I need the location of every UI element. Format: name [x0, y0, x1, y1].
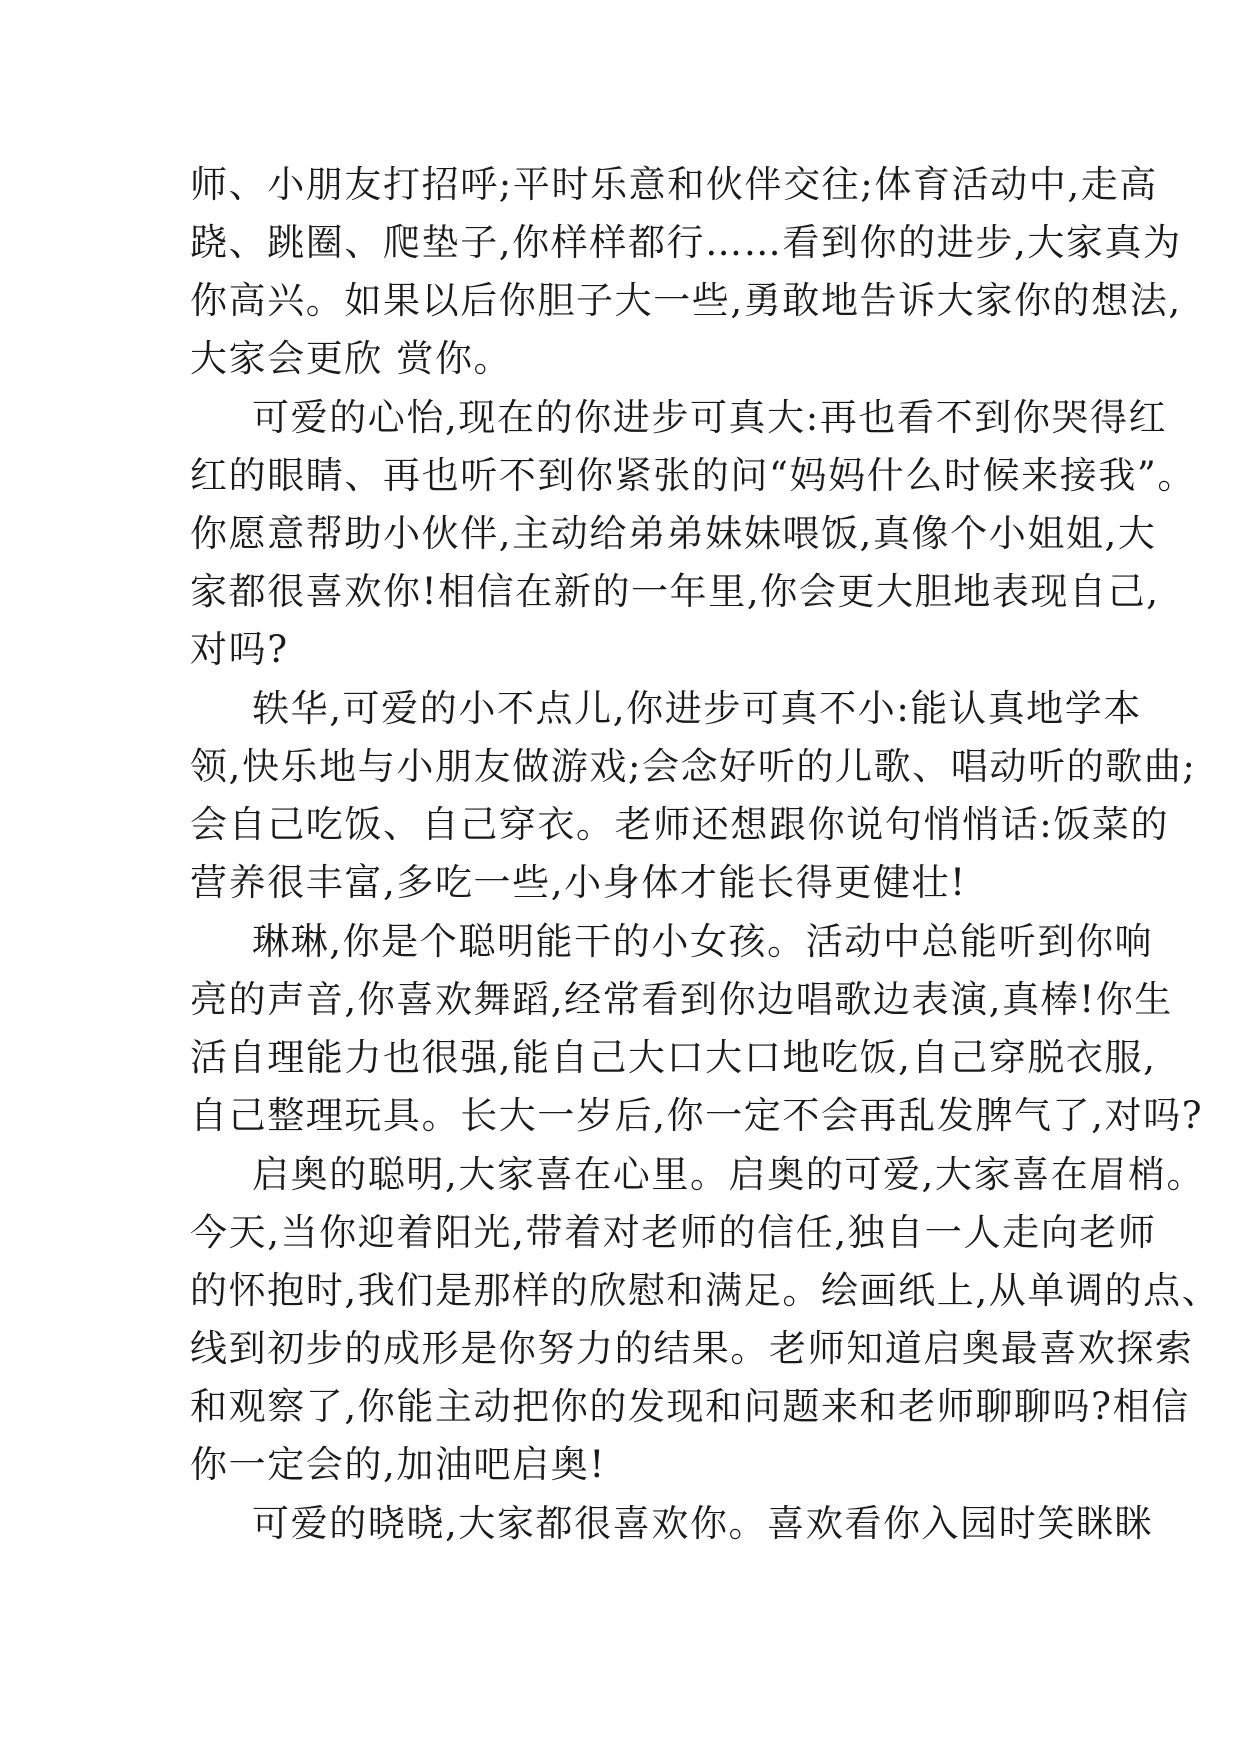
- text-line: 营养很丰富,多吃一些,小身体才能长得更健壮!: [190, 861, 967, 904]
- text-line: 亮的声音,你喜欢舞蹈,经常看到你边唱歌边表演,真棒!你生: [190, 978, 1173, 1021]
- text-line: 领,快乐地与小朋友做游戏;会念好听的儿歌、唱动听的歌曲;: [190, 745, 1197, 788]
- paragraph-start-line: 启奥的聪明,大家喜在心里。启奥的可爱,大家喜在眉梢。: [252, 1153, 1206, 1196]
- text-line: 活自理能力也很强,能自己大口大口地吃饭,自己穿脱衣服,: [190, 1036, 1157, 1079]
- text-line: 和观察了,你能主动把你的发现和问题来和老师聊聊吗?相信: [190, 1385, 1190, 1428]
- text-line: 今天,当你迎着阳光,带着对老师的信任,独自一人走向老师: [190, 1211, 1157, 1254]
- text-line: 你愿意帮助小伙伴,主动给弟弟妹妹喂饭,真像个小姐姐,大: [190, 512, 1157, 555]
- text-line: 师、小朋友打招呼;平时乐意和伙伴交往;体育活动中,走高: [190, 163, 1158, 206]
- text-line: 会自己吃饭、自己穿衣。老师还想跟你说句悄悄话:饭菜的: [190, 803, 1170, 846]
- text-line: 跷、跳圈、爬垫子,你样样都行……看到你的进步,大家真为: [190, 221, 1182, 264]
- paragraph-start-line: 琳琳,你是个聪明能干的小女孩。活动中总能听到你响: [252, 920, 1154, 963]
- text-line: 自己整理玩具。长大一岁后,你一定不会再乱发脾气了,对吗?: [190, 1094, 1204, 1137]
- text-line: 线到初步的成形是你努力的结果。老师知道启奥最喜欢探索: [190, 1327, 1194, 1370]
- paragraph-start-line: 轶华,可爱的小不点儿,你进步可真不小:能认真地学本: [252, 687, 1142, 730]
- text-line: 的怀抱时,我们是那样的欣慰和满足。绘画纸上,从单调的点、: [190, 1269, 1221, 1312]
- text-line: 你一定会的,加油吧启奥!: [190, 1443, 606, 1486]
- text-line: 对吗?: [190, 628, 289, 671]
- paragraph-start-line: 可爱的晓晓,大家都很喜欢你。喜欢看你入园时笑眯眯: [252, 1502, 1154, 1545]
- text-line: 红的眼睛、再也听不到你紧张的问“妈妈什么时候来接我”。: [190, 454, 1197, 497]
- text-line: 你高兴。如果以后你胆子大一些,勇敢地告诉大家你的想法,: [190, 279, 1182, 322]
- text-line: 大家会更欣 赏你。: [190, 337, 513, 380]
- paragraph-start-line: 可爱的心怡,现在的你进步可真大:再也看不到你哭得红: [252, 396, 1168, 439]
- text-line: 家都很喜欢你!相信在新的一年里,你会更大胆地表现自己,: [190, 570, 1160, 613]
